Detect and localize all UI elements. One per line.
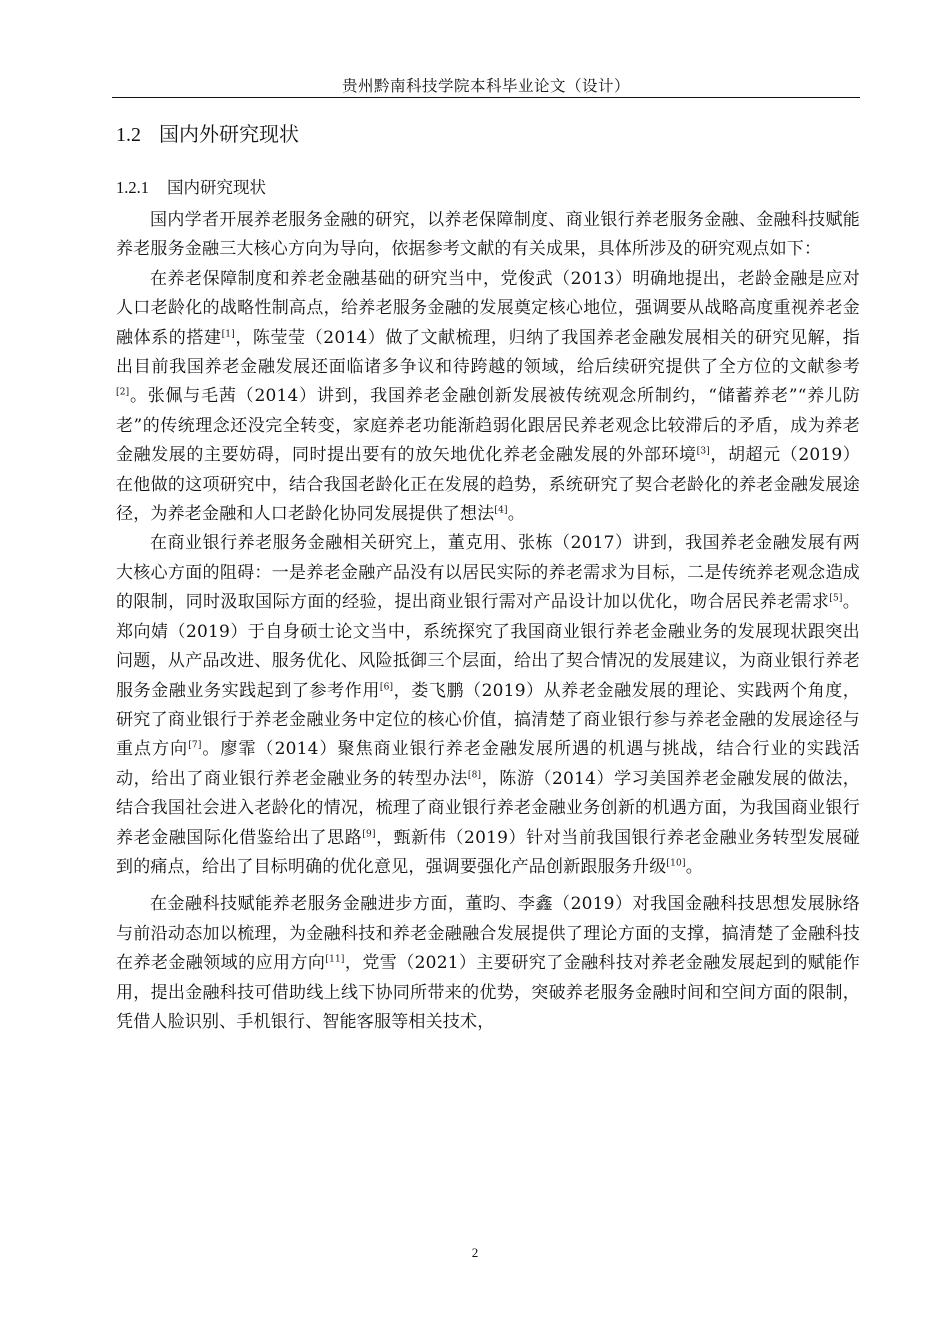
paragraph-text: 。廖霏（2014）聚焦商业银行养老金融发展所遇的机遇与挑战，结合行业的实践活动，给出了商业银行养老金融业务的转型办法	[116, 739, 860, 789]
subsection-heading	[116, 174, 266, 198]
paragraph-text: 。郑向婧（2019）于自身硕士论文当中，系统探究了我国商业银行养老金融业务的发展现状跟突出问题，从产品改进、服务优化、风险抵御三个层面，给出了契合情况的发展建议，为商业银行养老服务金融业务实践起到了参考作用	[116, 592, 861, 701]
paragraph-text: 在商业银行养老服务金融相关研究上，董克用、张栋（2017）讲到，我国养老金融发展有两大核心方面的阻碍：一是养老金融产品没有以居民实际的养老需求为目标，二是传统养老观念造成的限制，同时汲取国际方面的经验，提出商业银行需对产品设计加以优化，吻合居民养老需求	[116, 533, 860, 613]
citation-ref: [4]	[494, 505, 508, 516]
page-number: 2	[471, 1245, 479, 1260]
citation-ref: [9]	[362, 828, 376, 839]
paragraph-4	[116, 890, 860, 1037]
paragraph-text: ，娄飞鹏（2019）从养老金融发展的理论、实践两个角度，研究了商业银行于养老金融业务中定位的核心价值，搞清楚了商业银行参与养老金融的发展途径与重点方向	[116, 680, 860, 760]
citation-ref: [2]	[116, 387, 130, 398]
running-header: 贵州黔南科技学院本科毕业论文（设计）	[341, 77, 630, 95]
paragraph-text: 国内学者开展养老服务金融的研究，以养老保障制度、商业银行养老服务金融、金融科技赋能养老服务金融三大核心方向为导向，依据参考文献的有关成果，具体所涉及的研究观点如下：	[116, 210, 860, 260]
paragraph-2	[116, 265, 860, 530]
paragraph-text: ，陈莹莹（2014）做了文献梳理，归纳了我国养老金融发展相关的研究见解，指出目前我国养老金融发展还面临诸多争议和待跨越的领域，给后续研究提供了全方位的文献参考	[116, 327, 861, 378]
paragraph-text: 。	[507, 504, 525, 525]
paragraph-1	[116, 206, 860, 265]
subsection-number: 1.2.1	[116, 178, 149, 197]
paragraph-text: ，陈游（2014）学习美国养老金融发展的做法，结合我国社会进入老龄化的情况，梳理了商业银行养老金融业务创新的机遇方面，为我国商业银行养老金融国际化借鉴给出了思路	[116, 768, 860, 848]
paragraph-text: 。	[685, 856, 703, 877]
body-text	[116, 206, 860, 1037]
citation-ref: [5]	[829, 593, 843, 604]
paragraph-text: ，党雪（2021）主要研究了金融科技对养老金融发展起到的赋能作用，提出金融科技可借助线上线下协同所带来的优势，突破养老服务金融时间和空间方面的限制，凭借人脸识别、手机银行、智能客服等相关技术，	[116, 953, 860, 1032]
paragraph-text: ，胡超元（2019）在他做的这项研究中，结合我国老龄化正在发展的趋势，系统研究了契合老龄化的养老金融发展途径，为养老金融和人口老龄化协同发展提供了想法	[116, 445, 860, 525]
citation-ref: [1]	[221, 328, 235, 339]
paragraph-text: 。张佩与毛茜（2014）讲到，我国养老金融创新发展被传统观念所制约，“储蓄养老”“养儿防老”的传统理念还没完全转变，家庭养老功能渐趋弱化跟居民养老观念比较滞后的矛盾，成为养老金融发展的主要妨碍，同时提出要有的放矢地优化养老金融发展的外部环境	[116, 386, 860, 466]
paragraph-text: 在金融科技赋能养老服务金融进步方面，董昀、李鑫（2019）对我国金融科技思想发展脉络与前沿动态加以梳理，为金融科技和养老金融融合发展提供了理论方面的支撑，搞清楚了金融科技在养老金融领域的应用方向	[116, 894, 860, 974]
citation-ref: [10]	[666, 858, 686, 869]
citation-ref: [11]	[325, 954, 345, 965]
paragraph-text: 在养老保障制度和养老金融基础的研究当中，党俊武（2013）明确地提出，老龄金融是应对人口老龄化的战略性制高点，给养老服务金融的发展奠定核心地位，强调要从战略高度重视养老金融体系的搭建	[116, 268, 860, 348]
citation-ref: [6]	[379, 681, 394, 692]
citation-ref: [7]	[188, 740, 202, 751]
paragraph-text: ，甄新伟（2019）针对当前我国银行养老金融业务转型发展碰到的痛点，给出了目标明确的优化意见，强调要强化产品创新跟服务升级	[116, 827, 860, 877]
section-number: 1.2	[116, 124, 141, 146]
citation-ref: [3]	[696, 446, 710, 457]
section-title: 国内外研究现状	[159, 122, 299, 146]
header-rule	[112, 97, 860, 98]
subsection-title: 国内研究现状	[167, 178, 266, 197]
section-heading	[116, 118, 299, 147]
citation-ref: [8]	[467, 770, 482, 781]
paragraph-3	[116, 529, 860, 882]
